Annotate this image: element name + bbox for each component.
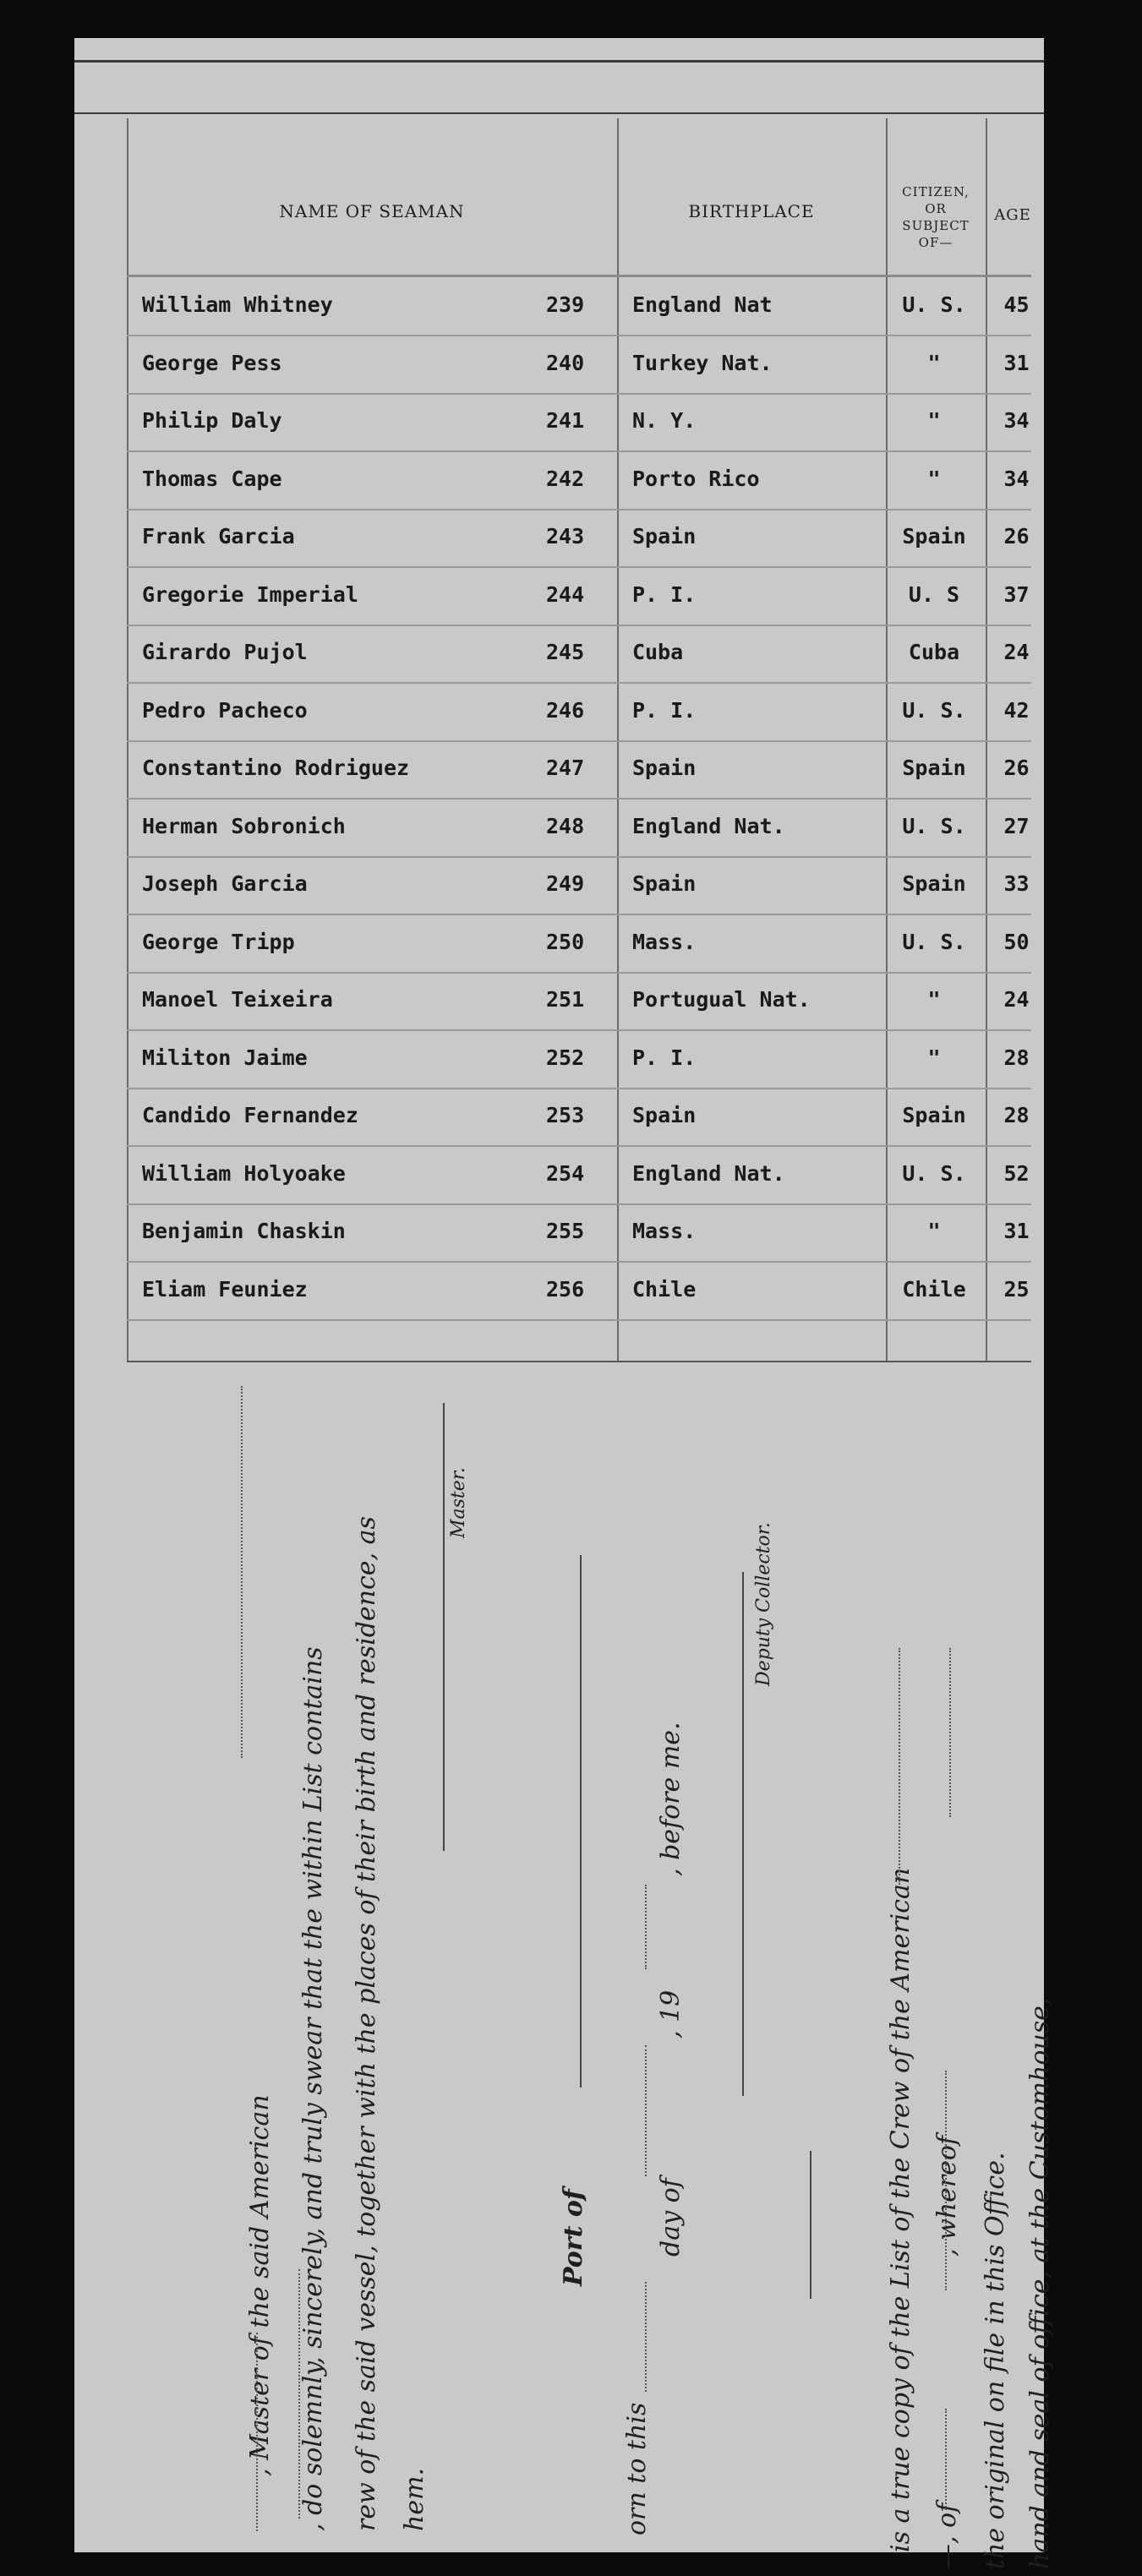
citizenship: " (927, 408, 941, 433)
citizenship: U. S. (902, 813, 966, 838)
citizenship: Cuba (908, 640, 960, 664)
crew-number: 251 (546, 987, 585, 1012)
citizenship: " (927, 987, 941, 1012)
seaman-name: George Pess (142, 350, 282, 375)
seaman-name: Herman Sobronich (142, 813, 346, 838)
citizenship: U. S. (902, 929, 966, 954)
table-row (127, 625, 1031, 684)
crew-number: 239 (546, 292, 585, 317)
crew-number: 250 (546, 929, 585, 954)
oath-line-crew: rew of the said vessel, together with the places of their birth and residence, as (352, 1516, 381, 2531)
vessel-blank (899, 1648, 900, 1885)
birthplace: Spain (632, 524, 697, 548)
master-signature-line (443, 1403, 445, 1851)
birthplace: P. I. (632, 697, 697, 723)
crew-number: 245 (546, 640, 585, 664)
table-row (127, 740, 1031, 800)
top-rule (74, 60, 1044, 63)
seaman-name: Eliam Feuniez (142, 1276, 308, 1302)
citizenship: Spain (902, 871, 966, 896)
master-name-line (241, 1386, 243, 1758)
sworn-to-this: orn to this (622, 2402, 652, 2535)
seaman-name: Pedro Pacheco (142, 697, 308, 723)
seaman-name: William Whitney (142, 292, 333, 317)
citizenship: Spain (902, 756, 966, 780)
port-of-label: Port of (559, 2189, 588, 2286)
table-row (127, 972, 1031, 1031)
citizenship: U. S (908, 581, 960, 607)
crew-number: 255 (546, 1219, 585, 1243)
age: 52 (1003, 1160, 1030, 1186)
seaman-name: William Holyoake (142, 1160, 346, 1186)
whereof-blank (949, 1648, 951, 1817)
crew-number: 246 (546, 697, 585, 723)
birthplace: England Nat (632, 292, 773, 317)
age: 28 (1003, 1045, 1030, 1070)
seaman-name: Girardo Pujol (142, 640, 308, 664)
birthplace: Mass. (632, 929, 697, 954)
hand-and-seal: hand and seal of office, at the Customhouse, (1025, 1997, 1055, 2569)
age: 45 (1003, 292, 1030, 317)
birthplace: Cuba (632, 640, 684, 664)
table-row (127, 914, 1031, 974)
port-line (580, 1555, 582, 2088)
year-blank (645, 1885, 647, 1969)
of-blank (945, 2409, 947, 2510)
header-citizen-line: OF— (918, 235, 953, 250)
age: 34 (1003, 466, 1030, 491)
table-row (127, 1262, 1031, 1321)
birthplace: Turkey Nat. (632, 350, 773, 375)
crew-number: 252 (546, 1045, 585, 1070)
birthplace: Spain (632, 1103, 697, 1127)
table-row (127, 1088, 1031, 1147)
table-row (127, 1146, 1031, 1205)
table-row (127, 1030, 1031, 1089)
age: 31 (1003, 350, 1030, 375)
of-label: —, of (932, 2502, 962, 2569)
seaman-name: Constantino Rodriguez (142, 756, 410, 780)
crew-list-form (74, 38, 1055, 2569)
day-of: day of (656, 2178, 686, 2257)
table-row (127, 336, 1031, 395)
true-copy-line: is a true copy of the List of the Crew of the American (886, 1867, 915, 2552)
age: 42 (1003, 697, 1030, 723)
seal-line (810, 2151, 811, 2299)
crew-number: 240 (546, 350, 585, 375)
deputy-collector-label: Deputy Collector. (753, 1522, 774, 1686)
birthplace: Portugual Nat. (632, 987, 811, 1012)
birthplace: Spain (632, 756, 697, 780)
header-citizen-line: SUBJECT (902, 218, 970, 233)
age: 28 (1003, 1103, 1030, 1127)
before-me: , before me. (656, 1722, 686, 1876)
seaman-name: Thomas Cape (142, 466, 282, 491)
age: 34 (1003, 408, 1030, 433)
original-on-file: the original on file in this Office. (981, 2152, 1010, 2569)
age: 26 (1003, 524, 1030, 548)
birthplace: England Nat. (632, 813, 785, 838)
crew-number: 244 (546, 581, 585, 607)
citizenship: Spain (902, 1103, 966, 1127)
crew-table (127, 118, 1031, 1362)
table-row (127, 1203, 1031, 1263)
citizenship: Chile (902, 1276, 966, 1302)
year-label: , 19 (656, 1989, 686, 2038)
header-name-of-seaman: NAME OF SEAMAN (279, 201, 465, 221)
age: 24 (1003, 987, 1030, 1012)
birthplace: Chile (632, 1276, 697, 1302)
age: 25 (1003, 1276, 1030, 1302)
blank-line (298, 2269, 300, 2519)
age: 50 (1003, 929, 1030, 954)
oath-line-them: hem. (400, 2467, 429, 2531)
table-row (127, 277, 1031, 336)
birthplace: P. I. (632, 581, 697, 607)
table-row (127, 451, 1031, 510)
seaman-name: Manoel Teixeira (142, 987, 333, 1012)
header-birthplace: BIRTHPLACE (688, 201, 815, 221)
birthplace: England Nat. (632, 1160, 785, 1186)
citizenship: " (927, 1045, 941, 1070)
header-top-rule (74, 112, 1044, 114)
birthplace: Porto Rico (632, 466, 760, 491)
header-citizen-line: OR (925, 201, 947, 216)
deputy-signature-line (742, 1572, 744, 2096)
master-label: Master. (448, 1467, 469, 1538)
day-blank (645, 2282, 647, 2392)
whereof-label: , whereof (932, 2135, 962, 2257)
age: 33 (1003, 871, 1030, 896)
oath-line-master-of: , Master of the said American (245, 2094, 275, 2476)
table-row (127, 799, 1031, 858)
birthplace: P. I. (632, 1045, 697, 1070)
seaman-name: Benjamin Chaskin (142, 1219, 346, 1243)
oath-line-swear: , do solemnly, sincerely, and truly swear that the within List contains (298, 1646, 328, 2531)
seaman-name: Philip Daly (142, 408, 282, 433)
citizenship: U. S. (902, 1160, 966, 1186)
crew-number: 242 (546, 466, 585, 491)
crew-number: 249 (546, 871, 585, 896)
seaman-name: Gregorie Imperial (142, 581, 358, 607)
seaman-name: Candido Fernandez (142, 1103, 358, 1127)
table-row (127, 683, 1031, 742)
birthplace: Mass. (632, 1219, 697, 1243)
crew-number: 241 (546, 408, 585, 433)
citizenship: " (927, 1219, 941, 1243)
age: 26 (1003, 756, 1030, 780)
age: 37 (1003, 581, 1030, 607)
citizenship: U. S. (902, 292, 966, 317)
crew-number: 256 (546, 1276, 585, 1302)
seaman-name: Frank Garcia (142, 524, 295, 548)
table-row (127, 856, 1031, 915)
citizenship: " (927, 350, 941, 375)
seaman-name: George Tripp (142, 929, 295, 954)
age: 27 (1003, 813, 1030, 838)
table-row (127, 509, 1031, 568)
table-bottom-rule (127, 1361, 1031, 1362)
birthplace: N. Y. (632, 408, 697, 433)
seaman-name: Militon Jaime (142, 1045, 308, 1070)
crew-number: 243 (546, 524, 585, 548)
table-row (127, 567, 1031, 626)
age: 31 (1003, 1219, 1030, 1243)
citizenship: " (927, 466, 941, 491)
month-blank (645, 2045, 647, 2176)
birthplace: Spain (632, 871, 697, 896)
seaman-name: Joseph Garcia (142, 871, 308, 896)
age: 24 (1003, 640, 1030, 664)
crew-number: 254 (546, 1160, 585, 1186)
crew-number: 248 (546, 813, 585, 838)
citizenship: Spain (902, 524, 966, 548)
header-age: AGE (994, 206, 1031, 224)
crew-number: 253 (546, 1103, 585, 1127)
header-citizen-line: CITIZEN, (902, 184, 970, 199)
citizenship: U. S. (902, 697, 966, 723)
crew-number: 247 (546, 756, 585, 780)
whereof-blank (945, 2071, 947, 2290)
table-row (127, 393, 1031, 452)
master-name-line (256, 2333, 258, 2531)
oath-section (74, 1369, 1055, 2569)
